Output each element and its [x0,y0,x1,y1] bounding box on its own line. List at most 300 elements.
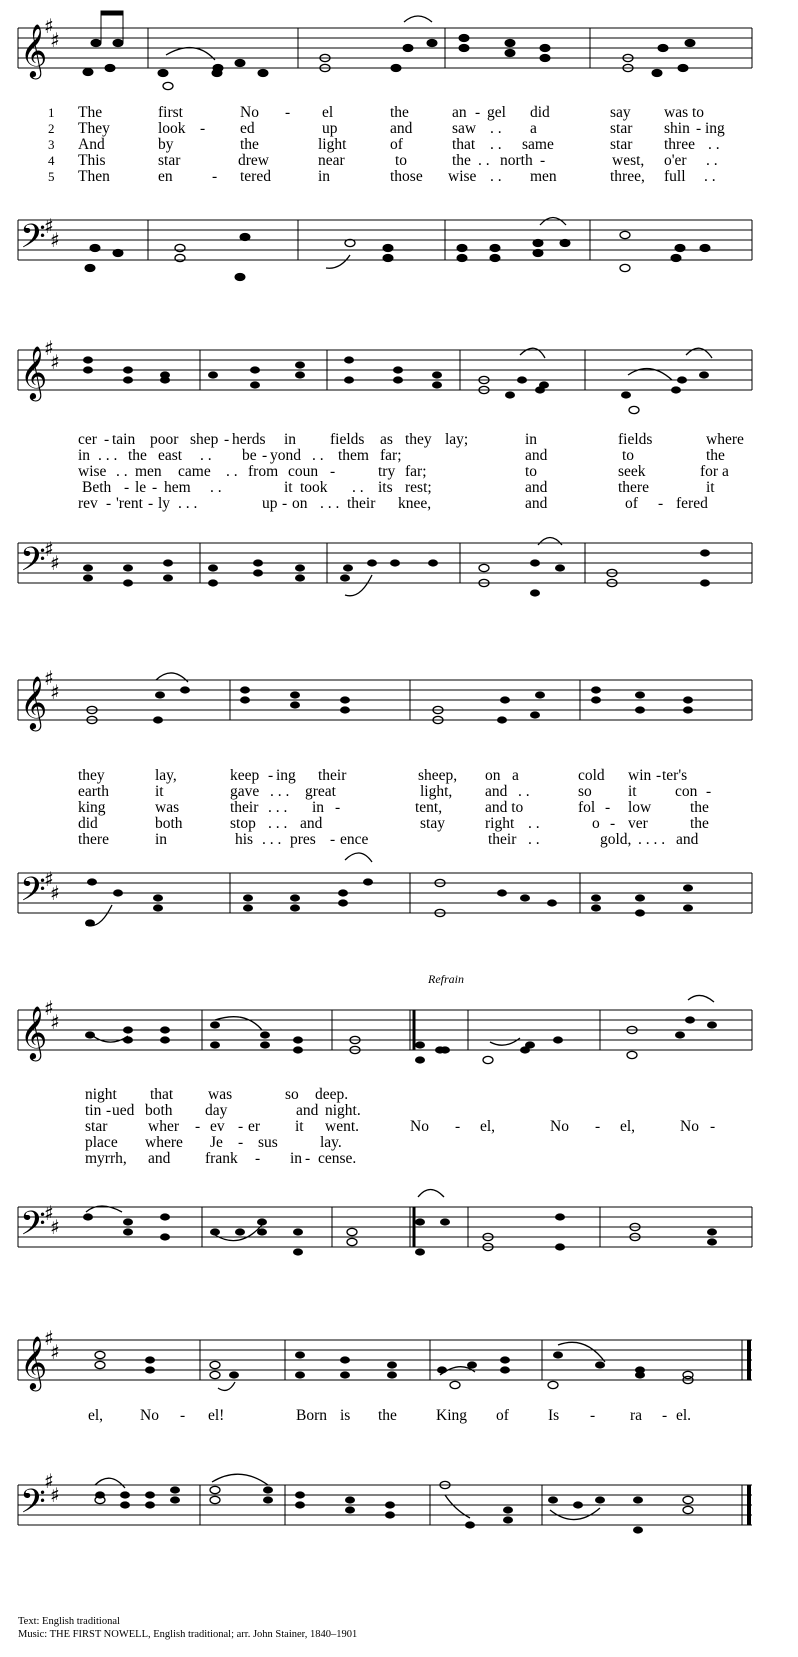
syllable: drew [238,152,269,169]
verse-1-line [0,105,798,121]
syllable: both [145,1102,173,1119]
syllable: east [158,447,183,464]
syllable: . . [352,479,364,496]
syllable: - [696,120,702,137]
syllable: Then [78,168,110,185]
syllable: in [290,1150,303,1167]
syllable: . . [200,447,212,464]
bass-clef-icon: 𝄢 [20,541,46,587]
syllable: rev [78,495,98,512]
syllable: le [135,479,147,496]
syllable: both [155,815,183,832]
syllable: They [78,120,110,137]
syllable: a [530,120,537,137]
verse-3-line [0,464,798,480]
syllable: . . [528,815,540,832]
verse-4-line [0,153,798,169]
syllable: . . . [262,831,282,848]
syllable: it [295,1118,304,1135]
syllable: on [292,495,308,512]
syllable: - [656,767,662,784]
verse-number: 4 [48,153,55,168]
syllable: low [628,799,652,816]
verse-2-line [0,448,798,464]
svg-text:♯: ♯ [50,680,60,704]
svg-text:♯: ♯ [50,1340,60,1364]
syllable: look [158,120,186,137]
syllable: and [525,495,548,512]
svg-text:♯: ♯ [50,551,60,575]
syllable: rest; [405,479,432,496]
svg-text:♯: ♯ [50,881,60,905]
syllable: wise [78,463,107,480]
syllable: o [592,815,600,832]
syllable: and to [485,799,524,816]
syllable: and [300,815,323,832]
verse-5-line [0,496,798,512]
syllable: their [230,799,259,816]
syllable: in [155,831,168,848]
syllable: . . [490,120,502,137]
syllable: el. [676,1407,692,1424]
syllable: and [296,1102,319,1119]
syllable: star [158,152,181,169]
syllable: sus [258,1134,278,1151]
verse-2-line [0,784,798,800]
syllable: gave [230,783,260,800]
syllable: tain [112,431,136,448]
syllable: there [618,479,649,496]
syllable: - [268,767,274,784]
syllable: as [380,431,393,448]
syllable: . . . [178,495,198,512]
syllable: star [85,1118,108,1135]
syllable: . . [518,783,530,800]
syllable: deep. [315,1086,349,1103]
syllable: their [347,495,376,512]
syllable: night [85,1086,117,1103]
svg-text:♯: ♯ [50,228,60,252]
refrain-line [0,1408,798,1424]
bass-clef-icon: 𝄢 [20,218,46,264]
syllable: king [78,799,106,816]
syllable: sheep, [418,767,458,784]
syllable: . . [708,136,720,153]
syllable: frank [205,1150,238,1167]
syllable: - [605,799,611,816]
verse-4-line [0,1135,798,1151]
syllable: - [662,1407,668,1424]
syllable: same [522,136,554,153]
syllable: - [238,1134,244,1151]
syllable: - [106,495,112,512]
music-credit: Music: THE FIRST NOWELL, English traditional; arr. John Stainer, 1840–1901 [18,1629,358,1640]
syllable: stop [230,815,256,832]
syllable: Born [296,1407,327,1424]
syllable: shep [190,431,219,448]
syllable: wise [448,168,477,185]
syllable: - [124,479,130,496]
syllable: - [152,479,158,496]
syllable: light, [420,783,453,800]
syllable: ing [705,120,725,137]
syllable: by [158,136,174,153]
svg-text:♯: ♯ [44,214,54,238]
syllable: el [322,104,334,121]
syllable: stay [420,815,445,832]
syllable: 'rent [116,495,143,512]
syllable: . . [116,463,128,480]
syllable: fered [676,495,708,512]
syllable: . . . [270,783,290,800]
syllable: - [710,1118,716,1135]
syllable: those [390,168,423,185]
verse-4-line [0,480,798,496]
verse-4-line [0,816,798,832]
syllable: And [78,136,105,153]
syllable: and [390,120,413,137]
syllable: for a [700,463,729,480]
syllable: - [148,495,154,512]
syllable: saw [452,120,477,137]
syllable: This [78,152,106,169]
syllable: north [500,152,533,169]
syllable: Je [210,1134,223,1151]
syllable: came [178,463,211,480]
syllable: was to [664,104,705,121]
syllable: coun [288,463,319,480]
syllable: in [312,799,325,816]
syllable: - [610,815,616,832]
syllable: them [338,447,369,464]
syllable: - [305,1150,311,1167]
syllable: - [104,431,110,448]
syllable: win [628,767,652,784]
syllable: - [262,447,268,464]
syllable: so [285,1086,299,1103]
syllable: . . [704,168,716,185]
syllable: - [706,783,712,800]
syllable: place [85,1134,118,1151]
bass-clef-icon: 𝄢 [20,871,46,917]
syllable: west, [612,152,645,169]
syllable: night. [325,1102,361,1119]
syllable: first [158,104,183,121]
syllable: is [340,1407,351,1424]
syllable: . . [706,152,718,169]
syllable: it [284,479,293,496]
syllable: far; [380,447,402,464]
syllable: up [262,495,278,512]
syllable: it [628,783,637,800]
syllable: . . . [320,495,340,512]
syllable: shin [664,120,690,137]
syllable: the [690,799,709,816]
syllable: ver [628,815,648,832]
syllable: - [590,1407,596,1424]
syllable: the [378,1407,397,1424]
bass-clef-icon: 𝄢 [20,1205,46,1251]
syllable: they [78,767,105,784]
syllable: yond [270,447,301,464]
syllable: great [305,783,336,800]
syllable: took [300,479,328,496]
svg-text:♯: ♯ [44,1201,54,1225]
refrain-label: Refrain [428,972,464,986]
syllable: No [680,1118,699,1135]
syllable: in [525,431,538,448]
syllable: ra [630,1407,643,1424]
syllable: full [664,168,686,185]
syllable: . . [490,168,502,185]
syllable: gel [487,104,506,121]
syllable: his [235,831,254,848]
syllable: of [496,1407,509,1424]
syllable: of [390,136,403,153]
syllable: fields [618,431,653,448]
svg-text:♯: ♯ [50,1215,60,1239]
syllable: ter's [662,767,688,784]
syllable: the [706,447,725,464]
syllable: their [318,767,347,784]
syllable: up [322,120,338,137]
syllable: lay, [155,767,177,784]
syllable: ing [276,767,296,784]
syllable: far; [405,463,427,480]
syllable: en [158,168,173,185]
syllable: myrrh, [85,1150,127,1167]
syllable: did [530,104,550,121]
syllable: and [485,783,508,800]
syllable: their [488,831,517,848]
syllable: men [135,463,162,480]
syllable: so [578,783,592,800]
syllable: - [224,431,230,448]
syllable: knee, [398,495,432,512]
svg-text:♯: ♯ [44,666,54,690]
syllable: and [525,447,548,464]
syllable: an [452,104,467,121]
syllable: pres [290,831,316,848]
treble-clef-icon: 𝄞 [20,345,48,399]
svg-text:♯: ♯ [44,14,54,38]
syllable: - [330,463,336,480]
syllable: - [255,1150,261,1167]
syllable: - [238,1118,244,1135]
syllable: ly [158,495,171,512]
syllable: tin [85,1102,102,1119]
syllable: to [525,463,538,480]
syllable: went. [325,1118,360,1135]
syllable: . . . . [638,831,666,848]
syllable: three, [610,168,645,185]
syllable: the [452,152,471,169]
syllable: where [706,431,744,448]
syllable: day [205,1102,228,1119]
syllable: No [550,1118,569,1135]
verse-1-line [0,432,798,448]
syllable: it [155,783,164,800]
verse-3-line [0,137,798,153]
syllable: that [452,136,476,153]
syllable: earth [78,783,109,800]
verse-number: 5 [48,169,55,184]
syllable: . . [478,152,490,169]
syllable: to [622,447,635,464]
treble-clef-icon: 𝄞 [20,23,48,77]
syllable: from [248,463,279,480]
svg-text:♯: ♯ [50,1483,60,1507]
syllable: . . [312,447,324,464]
syllable: - [455,1118,461,1135]
syllable: cold [578,767,605,784]
treble-clef-icon: 𝄞 [20,1005,48,1059]
verse-3-line [0,800,798,816]
syllable: lay. [320,1134,342,1151]
syllable: tered [240,168,271,185]
syllable: the [690,815,709,832]
verse-1-line [0,768,798,784]
syllable: - [658,495,664,512]
syllable: in [78,447,91,464]
syllable: three [664,136,695,153]
syllable: and [676,831,699,848]
syllable: it [706,479,715,496]
verse-number: 3 [48,137,55,152]
syllable: there [78,831,109,848]
syllable: fol [578,799,596,816]
syllable: - [330,831,336,848]
svg-text:♯: ♯ [44,1469,54,1493]
svg-text:♯: ♯ [44,867,54,891]
syllable: - [285,104,291,121]
svg-text:♯: ♯ [44,996,54,1020]
syllable: to [395,152,408,169]
syllable: and [148,1150,171,1167]
syllable: Is [548,1407,560,1424]
verse-3-line [0,1119,798,1135]
syllable: - [195,1118,201,1135]
syllable: try [378,463,396,480]
syllable: ence [340,831,369,848]
syllable: fields [330,431,365,448]
svg-text:♯: ♯ [50,350,60,374]
syllable: el! [208,1407,225,1424]
syllable: wher [148,1118,179,1135]
syllable: el, [480,1118,496,1135]
treble-clef-icon: 𝄞 [20,1335,48,1389]
syllable: near [318,152,345,169]
syllable: did [78,815,98,832]
syllable: King [436,1407,467,1424]
syllable: - [212,168,218,185]
system-5-staves [0,1290,798,1600]
syllable: . . . [98,447,118,464]
text-credit: Text: English traditional [18,1616,120,1627]
syllable: con [675,783,698,800]
syllable: The [78,104,103,121]
verse-number: 1 [48,105,55,120]
syllable: ev [210,1118,225,1135]
syllable: in [284,431,297,448]
syllable: herds [232,431,266,448]
syllable: say [610,104,631,121]
syllable: star [610,120,633,137]
syllable: and [525,479,548,496]
syllable: where [145,1134,183,1151]
svg-text:♯: ♯ [50,28,60,52]
syllable: el, [88,1407,104,1424]
syllable: on [485,767,501,784]
syllable: seek [618,463,646,480]
verse-5-line [0,169,798,185]
syllable: was [155,799,180,816]
treble-clef-icon: 𝄞 [20,675,48,729]
syllable: No [410,1118,429,1135]
syllable: . . . [268,815,288,832]
syllable: - [475,104,481,121]
syllable: in [318,168,331,185]
syllable: - [595,1118,601,1135]
syllable: the [128,447,147,464]
syllable: the [390,104,409,121]
svg-text:♯: ♯ [50,1010,60,1034]
syllable: a [512,767,519,784]
svg-text:♯: ♯ [44,1326,54,1350]
syllable: was [208,1086,233,1103]
svg-text:♯: ♯ [44,537,54,561]
syllable: tent, [415,799,443,816]
syllable: er [248,1118,261,1135]
syllable: men [530,168,557,185]
credits [18,1615,357,1641]
verse-1-line [0,1087,798,1103]
verse-5-line [0,832,798,848]
syllable: cer [78,431,97,448]
syllable: light [318,136,347,153]
bass-clef-icon: 𝄢 [20,1483,46,1529]
syllable: star [610,136,633,153]
syllable: . . . [268,799,288,816]
syllable: poor [150,431,179,448]
syllable: Beth [82,479,112,496]
verse-2-line [0,1103,798,1119]
syllable: - [180,1407,186,1424]
syllable: cense. [318,1150,357,1167]
syllable: its [378,479,393,496]
verse-number: 2 [48,121,55,136]
syllable: - [335,799,341,816]
syllable: . . [528,831,540,848]
syllable: of [625,495,638,512]
syllable: that [150,1086,174,1103]
syllable: ued [112,1102,135,1119]
syllable: they [405,431,432,448]
syllable: right [485,815,515,832]
syllable: lay; [445,431,469,448]
syllable: . . [210,479,222,496]
syllable: o'er [664,152,687,169]
syllable: No [240,104,259,121]
syllable: . . [226,463,238,480]
syllable: No [140,1407,159,1424]
syllable: - [200,120,206,137]
syllable: - [540,152,546,169]
svg-text:♯: ♯ [44,336,54,360]
syllable: the [240,136,259,153]
verse-2-line [0,121,798,137]
syllable: ed [240,120,255,137]
